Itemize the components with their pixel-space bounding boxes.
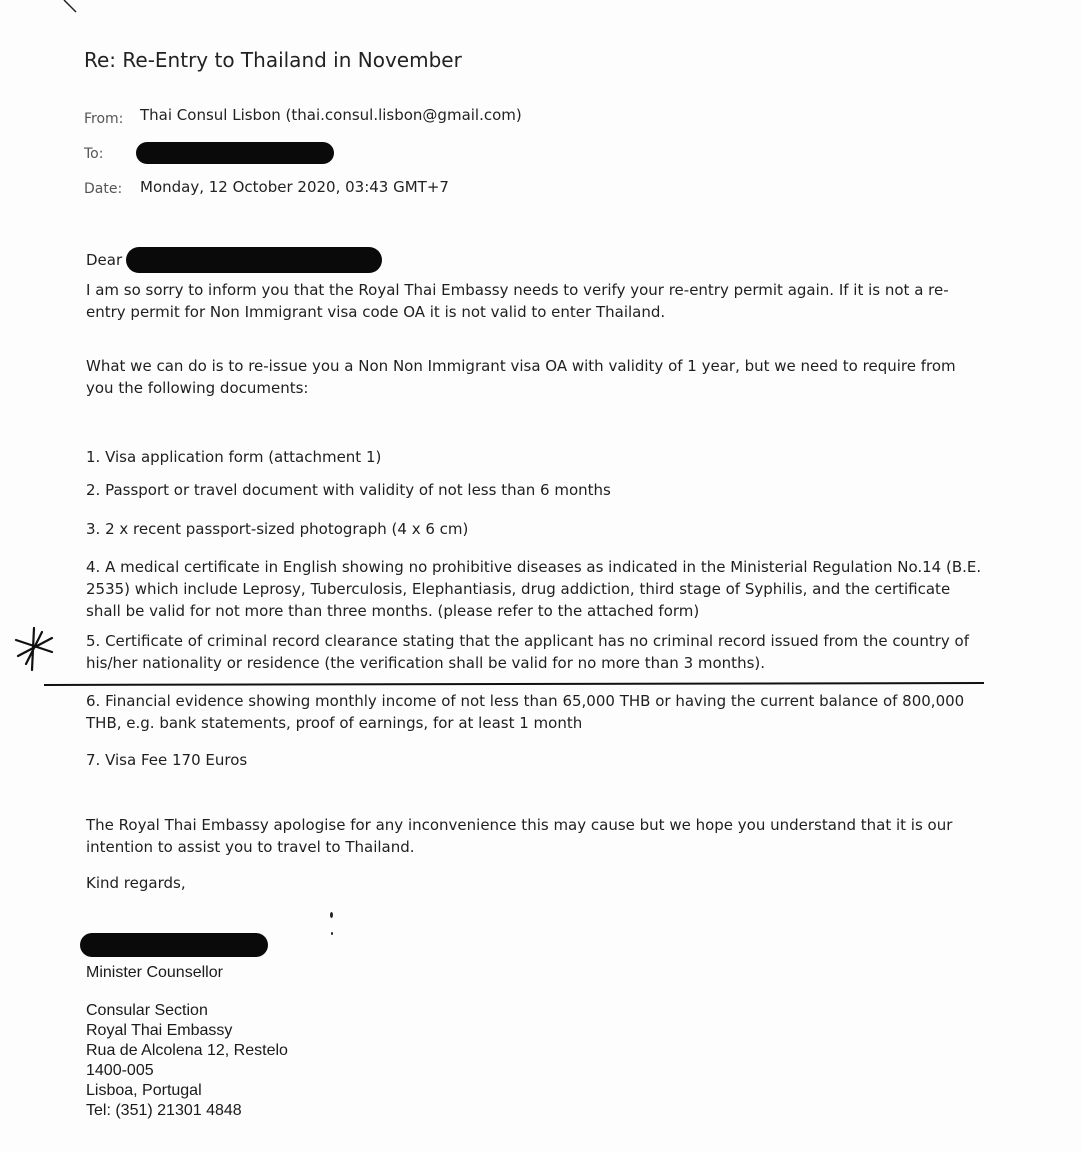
list-item: 5. Certificate of criminal record clearance stating that the applicant has no criminal record issued from the country of his/her nationality or residence (the verification shall be valid for no more than 3 months). (86, 632, 970, 672)
list-item: 6. Financial evidence showing monthly income of not less than 65,000 THB or having the current balance of 800,000 THB, e.g. bank statements, proof of earnings, for at least 1 month (86, 692, 965, 732)
to-label: To: (84, 146, 104, 162)
list-item: 3. 2 x recent passport-sized photograph (4 x 6 cm) (86, 520, 469, 538)
scan-speck (331, 932, 333, 935)
list-item: 4. A medical certificate in English showing no prohibitive diseases as indicated in the Ministerial Regulation No.14 (B.E. 2535) which include Leprosy, Tuberculosis, Elephantiasis, drug addiction, third stage of Syphilis, and the certificate shall be valid for not more than three months. (please refer to the attached form) (86, 558, 982, 620)
scan-speck (330, 912, 333, 918)
date-value: Monday, 12 October 2020, 03:43 GMT+7 (140, 178, 449, 196)
from-value: Thai Consul Lisbon (thai.consul.lisbon@gmail.com) (140, 106, 522, 124)
address-line: Rua de Alcolena 12, Restelo (86, 1042, 288, 1059)
pen-stroke-mark (60, 0, 80, 16)
address-line: 1400-005 (86, 1062, 154, 1079)
list-item: 1. Visa application form (attachment 1) (86, 448, 382, 466)
from-label: From: (84, 111, 124, 127)
handwritten-asterisk-mark (12, 626, 56, 674)
redaction-signatory (80, 933, 268, 957)
email-subject: Re: Re-Entry to Thailand in November (84, 48, 462, 72)
greeting: Dear (86, 251, 123, 269)
signatory-title: Minister Counsellor (86, 964, 223, 981)
address-line: Lisboa, Portugal (86, 1082, 202, 1099)
list-item: 7. Visa Fee 170 Euros (86, 751, 248, 769)
phone-line: Tel: (351) 21301 4848 (86, 1102, 242, 1119)
address-line: Consular Section (86, 1002, 208, 1019)
address-line: Royal Thai Embassy (86, 1022, 233, 1039)
handwritten-divider-line (44, 682, 984, 686)
redaction-name (126, 247, 382, 273)
list-item: 2. Passport or travel document with validity of not less than 6 months (86, 481, 611, 499)
closing-paragraph: The Royal Thai Embassy apologise for any inconvenience this may cause but we hope you understand that it is our intention to assist you to travel to Thailand. (86, 816, 953, 856)
sign-off: Kind regards, (86, 874, 186, 892)
paragraph-1: I am so sorry to inform you that the Royal Thai Embassy needs to verify your re-entry permit again. If it is not a re-entry permit for Non Immigrant visa code OA it is not valid to enter Thailand. (86, 281, 949, 321)
date-label: Date: (84, 181, 123, 197)
paragraph-2: What we can do is to re-issue you a Non Non Immigrant visa OA with validity of 1 year, but we need to require from you the following documents: (86, 357, 956, 397)
redaction-to (136, 142, 334, 164)
